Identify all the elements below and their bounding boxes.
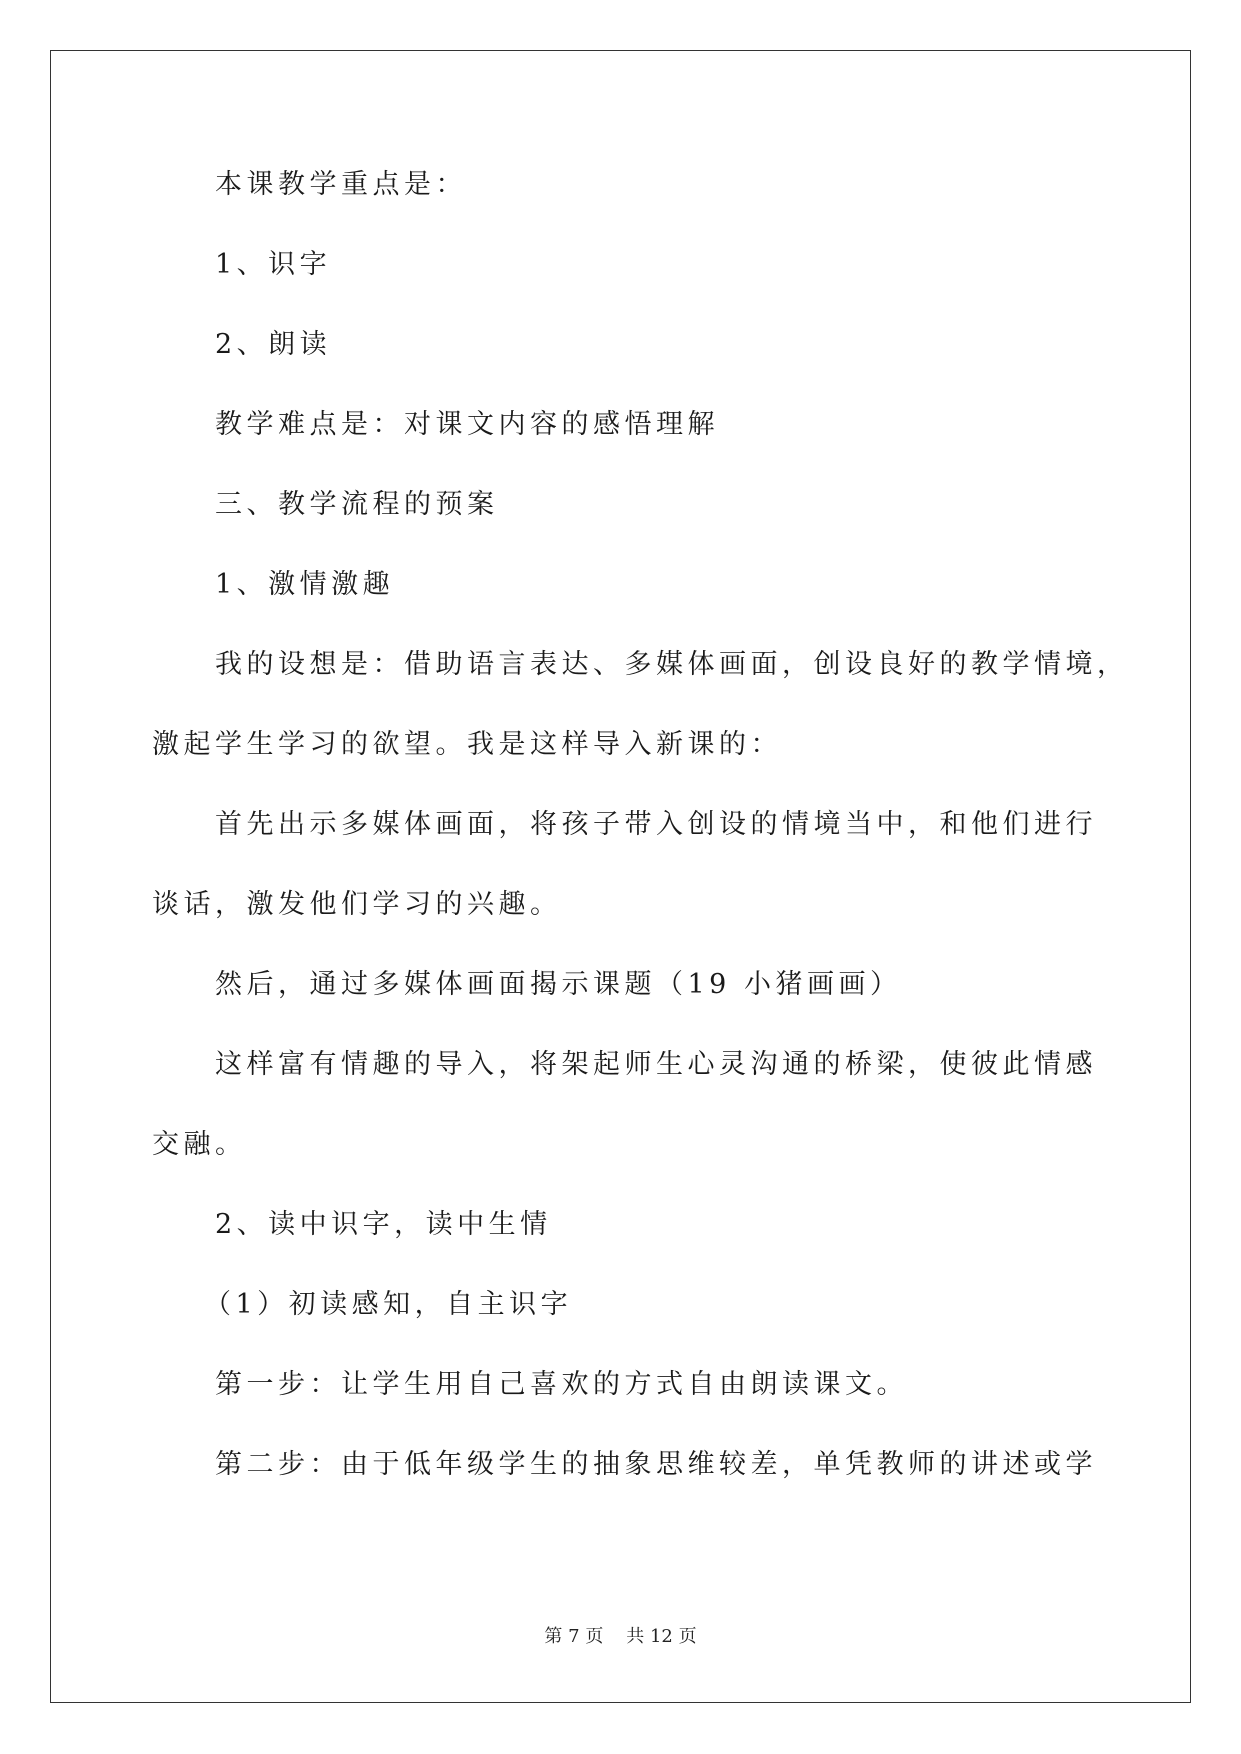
subsection-heading-2: 2、读中识字，读中生情 bbox=[215, 1209, 552, 1240]
section-heading-flow: 三、教学流程的预案 bbox=[215, 489, 499, 520]
list-item-literacy: 1、识字 bbox=[215, 249, 332, 280]
page-number-current: 第 7 页 bbox=[544, 1626, 604, 1647]
paragraph-key-points: 本课教学重点是： bbox=[215, 169, 467, 200]
page-footer bbox=[0, 1625, 1241, 1649]
paragraph-then: 然后，通过多媒体画面揭示课题（19 小猪画画） bbox=[215, 969, 902, 1000]
paragraph-first-line2: 谈话，激发他们学习的兴趣。 bbox=[152, 889, 562, 920]
subsection-heading-1: 1、激情激趣 bbox=[215, 569, 395, 600]
page-number-total: 共 12 页 bbox=[626, 1626, 697, 1647]
paragraph-bridge-line2: 交融。 bbox=[152, 1129, 247, 1160]
paragraph-difficulty: 教学难点是：对课文内容的感悟理解 bbox=[215, 409, 719, 440]
paragraph-idea-line2: 激起学生学习的欲望。我是这样导入新课的： bbox=[152, 729, 782, 760]
paragraph-step-two: 第二步：由于低年级学生的抽象思维较差，单凭教师的讲述或学 bbox=[215, 1449, 1097, 1480]
subsection-item-1: （1）初读感知，自主识字 bbox=[204, 1289, 573, 1320]
list-item-reading: 2、朗读 bbox=[215, 329, 332, 360]
paragraph-first-line1: 首先出示多媒体画面，将孩子带入创设的情境当中，和他们进行 bbox=[215, 809, 1097, 840]
paragraph-idea-line1: 我的设想是：借助语言表达、多媒体画面，创设良好的教学情境， bbox=[215, 649, 1129, 680]
paragraph-step-one: 第一步：让学生用自己喜欢的方式自由朗读课文。 bbox=[215, 1369, 908, 1400]
paragraph-bridge-line1: 这样富有情趣的导入，将架起师生心灵沟通的桥梁，使彼此情感 bbox=[215, 1049, 1097, 1080]
